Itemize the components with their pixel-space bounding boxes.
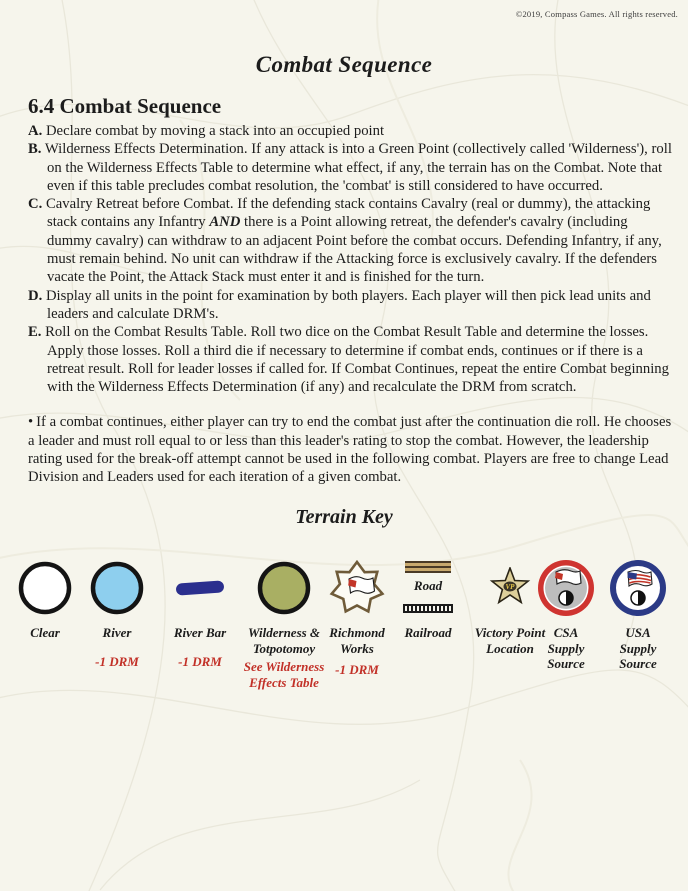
terrain-label: Clear bbox=[30, 625, 60, 640]
terrain-drm-note: -1 DRM bbox=[95, 653, 139, 669]
rule-text: there is a Point allowing retreat, the defender's cavalry (including dummy cavalry) can withdraw to an adjacent Point before the combat occurs. Defending Infantry, if any, must remain behind. No unit can withdraw if the Attacking force is exclusively cavalry. If the defenders vacate the Point, the Attack Stack must enter it and is finished for the turn. bbox=[47, 214, 662, 286]
rules-section bbox=[28, 94, 675, 487]
note-text: If a combat continues, either player can try to end the combat just after the continuation die roll. He chooses a leader and must roll equal to or less than this leader's rating to stop the combat. However, the leadership rating used for the break-off attempt cannot be used in the following combat. Players are free to change Lead Division and Leaders used for each iteration of a given combat. bbox=[28, 414, 672, 486]
section-heading: 6.4 Combat Sequence bbox=[28, 94, 222, 118]
rule-letter: C. bbox=[28, 196, 43, 213]
terrain-label: River Bar bbox=[173, 625, 227, 640]
copyright-text: ©2019, Compass Games. All rights reserved. bbox=[515, 9, 678, 19]
rule-item-b bbox=[28, 140, 675, 195]
rule-item-a bbox=[28, 122, 675, 140]
terrain-label: River bbox=[102, 625, 132, 640]
rule-text: Roll on the Combat Results Table. Roll two dice on the Combat Result Table and determine the losses. Apply those losses. Roll a third die if necessary to determine if combat ends, continues or if there is a retreat result. Roll for leader losses if called for. If Combat Continues, repeat the entire Combat beginning with the Wilderness Effects Determination (if any) and recalculate the DRM from scratch. bbox=[45, 324, 669, 396]
terrain-drm-note: -1 DRM bbox=[178, 653, 222, 669]
clear-point-icon bbox=[5, 560, 85, 616]
terrain-key-heading: Terrain Key bbox=[295, 506, 393, 528]
rule-text: Display all units in the point for examination by both players. Each player will then pick lead units and leaders and calculate DRM's. bbox=[45, 287, 651, 322]
bullet-icon: • bbox=[28, 414, 34, 431]
terrain-item-csa-supply bbox=[527, 548, 605, 672]
terrain-label: Richmond Works bbox=[329, 625, 385, 656]
railroad-icon bbox=[403, 604, 453, 613]
terrain-label: Wilderness & Totpotomoy bbox=[247, 625, 321, 656]
rule-item-d bbox=[28, 287, 675, 324]
terrain-drm-note: -1 DRM bbox=[335, 662, 379, 677]
road-icon bbox=[405, 561, 451, 573]
rule-item-e bbox=[28, 323, 675, 396]
rule-text: Declare combat by moving a stack into an occupied point bbox=[45, 123, 385, 139]
rule-text: Wilderness Effects Determination. If any attack is into a Green Point (collectively called 'Wilderness'), roll on the Wilderness Effects Table to determine what effect, if any, the terrain has on the Combat. Note that even if this table precludes combat resolution, the 'combat' is still considered to have occurred. bbox=[44, 141, 672, 194]
page-title: Combat Sequence bbox=[255, 52, 433, 77]
terrain-item-road-railroad bbox=[383, 548, 473, 640]
rule-letter: D. bbox=[28, 287, 43, 304]
terrain-item-clear bbox=[5, 548, 85, 641]
terrain-label: CSA Supply Source bbox=[547, 625, 585, 671]
rule-letter: A. bbox=[28, 123, 43, 139]
river-bar-icon bbox=[158, 560, 242, 616]
rule-item-c bbox=[28, 195, 675, 286]
svg-text:VP: VP bbox=[505, 583, 515, 591]
csa-supply-icon bbox=[527, 560, 605, 616]
terrain-label: Road bbox=[413, 578, 443, 593]
terrain-label: USA Supply Source bbox=[619, 625, 657, 671]
rule-text-emphasis: AND bbox=[209, 214, 241, 231]
terrain-item-river bbox=[77, 548, 157, 669]
rule-letter: B. bbox=[28, 141, 42, 158]
terrain-key bbox=[0, 548, 688, 748]
terrain-label: Railroad bbox=[404, 624, 452, 640]
river-point-icon bbox=[77, 560, 157, 616]
continuation-note bbox=[28, 413, 675, 486]
rule-letter: E. bbox=[28, 324, 42, 341]
terrain-effects-note: See Wilderness Effects Table bbox=[243, 659, 325, 690]
terrain-label: Victory Point Location bbox=[474, 625, 546, 656]
terrain-item-usa-supply bbox=[599, 548, 677, 672]
usa-supply-icon bbox=[599, 560, 677, 616]
rule-text: Cavalry Retreat before Combat. If the defending stack contains Cavalry (real or dummy), the attacking stack contains any Infantry bbox=[45, 196, 651, 231]
terrain-item-river-bar bbox=[158, 548, 242, 669]
